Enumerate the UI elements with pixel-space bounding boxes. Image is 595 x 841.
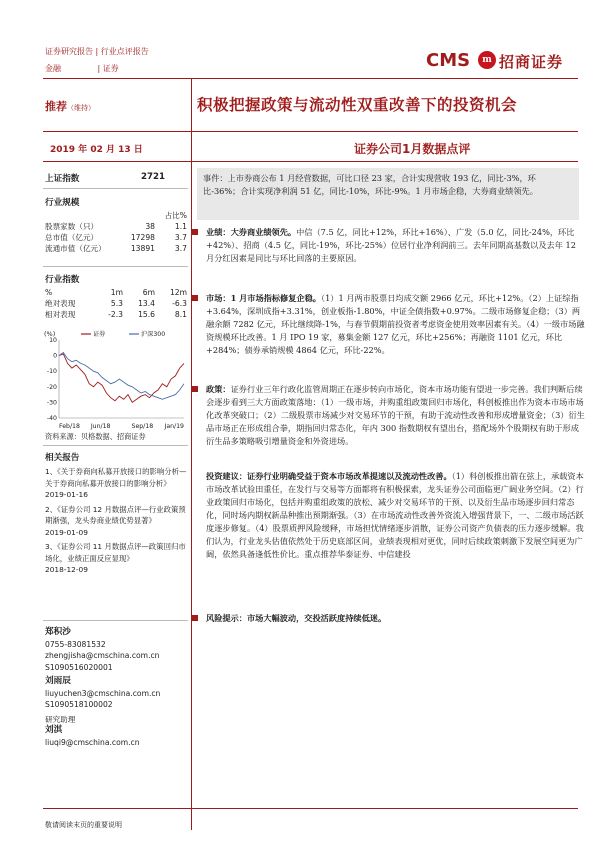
point-heading: 市场：1 月市场指标修复企稳。 <box>206 293 321 303</box>
cms-logo <box>426 48 576 72</box>
row-ratio: 3.7 <box>174 244 187 253</box>
industry: 证券 <box>102 64 119 73</box>
rating <box>45 98 95 114</box>
column-divider <box>191 78 192 830</box>
point-text: （1）科创板推出箭在弦上，承载资本市场改革试验田重任，在发行与交易等方面都将有积极探索，龙头证券公司面临更广阔业务空间。（2）行业政策回归市场化，包括并购重组政策的放松、减少对交易环节的干预、以及衍生品市场逐步回归常态化，同时场内期权新品种推出预期渐强。（3）在市场流动性改善外资流入增强背景下，一、二级市场活跃度逐步修复。（4）股票质押风险缓释，市场担忧情绪逐步消散，证券公司资产负债表的压力逐步缓解。我们认为，行业龙头估值依然处于历史底部区间，业绩表现相对更优，同时后续政策刺激下发展空间更为广阔，依然具备逢低性价比。重点推荐华泰证券、中信建投 <box>206 471 584 559</box>
report-date: 2019 年 02 月 13 日 <box>50 145 143 155</box>
analyst-name: 刘雨辰 <box>45 676 71 686</box>
row-value: 13891 <box>130 244 155 253</box>
table-row <box>45 309 187 320</box>
investment-advice <box>206 470 586 561</box>
performance <box>45 273 187 320</box>
cell: 13.4 <box>138 299 155 308</box>
row-label: 股票家数（只） <box>45 222 99 231</box>
related-reports <box>45 451 187 576</box>
related-title: 2、《证券公司 12 月数据点评—行业政策预期渐强，龙头券商业绩优势显著》 <box>45 504 186 525</box>
category-line <box>45 63 119 74</box>
performance-heading: 行业指数 <box>45 275 80 285</box>
cell: 8.1 <box>174 310 187 319</box>
bullet-square-icon <box>192 229 198 235</box>
row-label: 绝对表现 <box>45 299 76 308</box>
rating-label: 推荐 <box>45 100 67 113</box>
analyst-name: 郑积沙 <box>45 627 71 637</box>
legend-label: 沪深300 <box>141 331 166 338</box>
ratio-header: 占比% <box>164 211 187 220</box>
point-performance <box>206 226 586 265</box>
col-header: % <box>45 288 53 297</box>
event-summary: 事件：上市券商公布 1 月经营数据，可比口径 23 家，合计实现营收 193 亿，同比-3%，环比-36%；合计实现净利润 51 亿，同比-10%，环比-9%。1 月市场企稳，大券商业绩领先。 <box>197 168 579 220</box>
series-line-hs300 <box>59 353 184 400</box>
rating-sub: （维持） <box>67 104 95 112</box>
col-header: 6m <box>142 288 155 297</box>
divider <box>43 445 188 446</box>
point-text: （1）1 月两市股票日均成交额 2966 亿元，环比+12%。（2）上证综指+3.64%，深圳成指+3.31%，创业板指-1.80%，中证全债指数+0.97%。二级市场修复企稳；（3）两融余额 7282 亿元，环比继续降-1%，与春节假期前投资者考虑资金使用效率因素有关。（4）一级市场融资规模环比改善。1 月 IPO 19 家，募集金额 127 亿元，环比+256%；再融资 1101 亿元，环比+284%；债券承销规模 4864 亿元，环比-22%。 <box>206 293 585 355</box>
row-label: 流通市值（亿元） <box>45 244 106 253</box>
report-subtitle: 证券公司1月数据点评 <box>354 142 471 156</box>
col-header: 1m <box>110 288 123 297</box>
table-header-row <box>45 287 187 298</box>
performance-table <box>45 287 187 320</box>
assistant-label: 研究助理 <box>45 714 76 724</box>
cell: 15.6 <box>138 310 155 319</box>
title-rule <box>43 131 578 132</box>
chart-svg <box>43 328 188 430</box>
related-date: 2019-01-16 <box>45 490 88 499</box>
x-tick-label: Sep/18 <box>131 423 154 430</box>
divider <box>43 266 188 267</box>
table-row <box>45 221 187 232</box>
point-heading: 业绩：大券商业绩领先。 <box>206 227 297 237</box>
bullet-square-icon <box>192 295 198 301</box>
chart-source: 资料来源：贝格数据、招商证券 <box>45 432 146 441</box>
related-item <box>45 466 187 501</box>
category: 金融 <box>45 64 61 73</box>
x-tick-label: Feb/18 <box>59 423 80 430</box>
subtitle-rule <box>43 161 578 162</box>
point-heading: 政策： <box>206 384 231 394</box>
analysts <box>45 627 187 748</box>
point-policy <box>206 383 586 448</box>
table-row <box>45 298 187 309</box>
point-text: 中信（7.5 亿，同比+12%，环比+16%）、广发（5.0 亿，同比-24%，环比+42%）、招商（4.5 亿，同比-19%，环比-25%）位居行业净利润前三。去年同期高基数以及去年 12 月分红因素是同比与环比回落的主要原因。 <box>206 227 576 263</box>
logo-badge-icon: m <box>478 51 496 69</box>
separator: | <box>97 64 103 73</box>
logo-text: CMS <box>426 50 471 71</box>
analyst-phone: 0755-83081532 <box>45 639 106 649</box>
point-heading: 风险提示：市场大幅波动，交投活跃度持续低迷。 <box>206 613 387 623</box>
point-risk <box>206 612 586 625</box>
analyst-cert: S1090518100002 <box>45 700 113 709</box>
y-tick-label: -40 <box>46 415 57 422</box>
x-tick-label: Jan/19 <box>164 423 184 430</box>
row-ratio: 3.7 <box>174 233 187 242</box>
related-item <box>45 541 187 576</box>
y-tick-label: -30 <box>46 399 57 407</box>
report-type: 证券研究报告 <box>45 47 93 56</box>
cell: -6.3 <box>172 299 187 308</box>
row-value: 38 <box>145 222 155 231</box>
related-title: 3、《证券公司 11 月数据点评—政策回归市场化，业绩正面反应显现》 <box>45 542 186 563</box>
y-tick-label: 0 <box>53 352 57 360</box>
bullet-square-icon <box>192 386 198 392</box>
legend-label: 证券 <box>93 331 106 338</box>
row-label: 总市值（亿元） <box>45 233 99 242</box>
industry-scale <box>45 196 187 254</box>
analyst-email: zhengjisha@cmschina.com.cn <box>45 651 160 660</box>
y-tick-label: -20 <box>46 383 57 391</box>
point-heading: 投资建议：证券行业明确受益于资本市场改革提速以及流动性改善。 <box>206 471 452 481</box>
bullet-square-icon <box>192 615 198 621</box>
report-type-line <box>45 46 149 57</box>
related-date: 2019-01-09 <box>45 527 88 537</box>
divider <box>43 188 188 189</box>
related-title: 1、《关于券商向私募开放接口的影响分析—关于券商向私募开放接口的影响分析》 <box>45 467 187 488</box>
y-axis-label: (%) <box>44 330 56 338</box>
analyst-email: liuyuchen3@cmschina.com.cn <box>45 688 161 698</box>
row-label: 相对表现 <box>45 310 76 319</box>
point-text: 证券行业三年行政化监管周期正在逐步转向市场化，资本市场功能有望进一步完善。我们判断后续会逐步看到三大方面政策落地：（1）一级市场，并购重组政策回归市场化，科创板推出作为资本市场市场化改革突破口；（2）二级股票市场减少对交易环节的干预，有助于流动性改善和形成增量资金；（3）衍生品市场正在形成组合拳，期指回归常态化，年内 300 指数期权有望出台，搭配场外个股期权有助于形成衍生品多策略吸引增量资金和外资进场。 <box>206 384 585 446</box>
separator: | <box>95 47 101 56</box>
related-item <box>45 504 187 539</box>
cell: -2.3 <box>108 310 123 319</box>
footer-rule <box>43 808 578 809</box>
row-value: 17298 <box>130 233 155 242</box>
col-header: 12m <box>169 288 187 297</box>
related-date: 2018-12-09 <box>45 565 88 574</box>
row-ratio: 1.1 <box>174 222 187 231</box>
footer-note: 敬请阅读末页的重要说明 <box>45 821 122 829</box>
y-tick-label: 10 <box>49 337 57 344</box>
industry-scale-table <box>45 221 187 254</box>
index-block <box>45 172 187 184</box>
assistant-email: liuqi9@cmschina.com.cn <box>45 737 140 747</box>
index-label: 上证指数 <box>45 174 80 184</box>
divider <box>43 620 188 621</box>
report-title: 积极把握政策与流动性双重改善下的投资机会 <box>197 96 518 114</box>
logo-cn-text: 招商证券 <box>499 53 564 71</box>
table-row <box>45 232 187 243</box>
cell: 5.3 <box>110 299 123 308</box>
assistant-name: 刘淇 <box>45 725 63 735</box>
x-tick-label: Jun/18 <box>90 423 111 430</box>
analyst-cert: S1090516020001 <box>45 662 113 672</box>
industry-scale-heading: 行业规模 <box>45 198 80 208</box>
report-kind: 行业点评报告 <box>100 47 149 56</box>
index-value: 2721 <box>141 172 165 182</box>
performance-chart <box>43 328 188 430</box>
header-rule <box>43 78 578 79</box>
table-row <box>45 243 187 254</box>
point-market <box>206 292 586 357</box>
y-tick-label: -10 <box>46 368 57 376</box>
related-heading: 相关报告 <box>45 453 80 463</box>
